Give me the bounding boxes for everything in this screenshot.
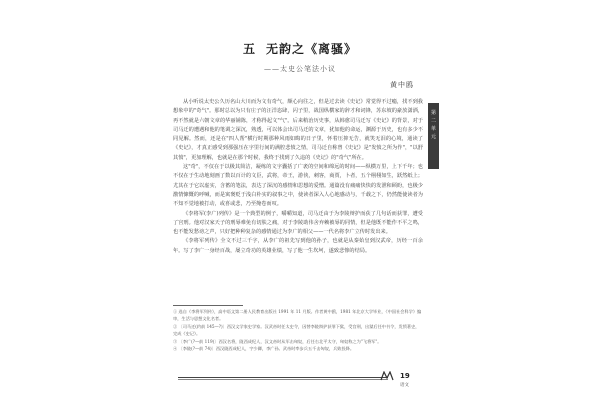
paragraph: 这"奇"，不仅在于以极其简洁，凝练的文字囊括了广袤的空间和绵远的时间——纵横万里，上下千年；也不仅在于生动地刻画了数以百计的文臣，武将，帝王，游侠，刺客，商贾，卜者，五个栩栩如生，跃然纸上；尤其在于它以虚实，含蓄的笔法，表达了深沉的感情和思想的爱憎。通篇没有痛痛快快的发泄和顾盼，也极少激情慷慨的呼喊，而是寓褒贬于浅白朴实的叙事之中，使读者深入人心地感动与，千载之下，仍然能使读者为不知不觉地被打动，或喜或悲，乃至掩卷而叹。 (173, 164, 423, 208)
paragraph: 《李将军(李广)列传》是一个典型的例子，嚼嚼知道，司马迁由于为李陵辩护而获了几句话而获罪，遭受了宫刑。他对汉家天子的刑辱难免有切肤之痛，对于李陵助伟舍弃赖被辱的同情，但是他既不能作不平之鸣，也不能发愁谤之声，只好把种种复杂的感情通过为李广的相父——一代名将李广立传时发出来。 (173, 210, 423, 236)
unit-side-tab (428, 103, 439, 169)
paragraph: 《李将军列传》全文不过三千字，从李广的祖先写到他的孙子，也就是从秦始皇到汉武帝，历经一百余年。写了李广一身经百战，屡立奇功的英雄业绩，写了他一生坎坷，遂致悲惨的结局。 (173, 238, 423, 254)
publisher-logo-icon (380, 371, 394, 381)
side-tab-char: 第 (430, 110, 436, 116)
footnote: ② 〔司马迁(约前 145—?)〕西汉文学家史学家。汉武帝时任太史令，因替李陵辩护获罪下狱，受宫刑，出狱后任中书令，发愤著史，完成《史记》。 (173, 323, 420, 337)
footnote: ③ 〔李广(?—前 119)〕西汉名将，陇西成纪人，汉文帝时从军击匈奴，后任右北平太守，匈奴称之为"飞将军"。 (173, 338, 382, 344)
footnote-divider (173, 305, 243, 306)
footer-rule-thin (178, 379, 388, 380)
footnote: ④ 〔李陵(?—前 74)〕西汉陇西成纪人，字少卿，李广孙。武帝时率步兵五千击匈奴，兵败投降。 (173, 346, 355, 352)
paragraph: 从小听说太史公久历名山大川而为文有奇气，颇心向往之，但是过去读《史记》常觉得不过瘾，找不到我想象中的"奇气"。那时总以为只有庄子的汪洋恣肆，闪子里，战国纵横家的辞才和词锋，苏东坡的豪放潇洒，再不然就是六朝文章的华丽铺陈，才称得起文"气"。后来稍治历史事，从韩愈司马迁写《史记》的背景，对于司马迁的遭遇和他的笔调之深沉，熟透，可以体会出司马迁的文章，犹如他的命运，渊源于历史，也有多少不同见解。然而，还是在"四人帮"横行时期那种风雨如晦的日子里，怀着压抑无告，就笑无泪的心境，通读了《史记》，才真正感受到那强压在字里行间的满腔悲愤之情，司马迁自称曾《史记》是"发愤之所为作"，"以舒其愤"，更加理解，也就是在那个时候，我终于找到了久违的《史记》的"奇气"所在。 (173, 99, 423, 161)
chapter-title (0, 40, 600, 57)
footer-section-label: 语文 (400, 383, 409, 388)
side-tab-char: 二 (430, 118, 436, 124)
chapter-title-text: 无韵之《离骚》 (266, 42, 358, 56)
page-number: 19 (400, 372, 410, 380)
chapter-number: 五 (242, 42, 256, 56)
side-tab-char: 元 (430, 134, 436, 140)
footer-rule (178, 377, 388, 378)
chapter-subtitle: ——太史公笔法小议 (264, 65, 336, 73)
author-name: 黄中鸥 (390, 81, 414, 89)
body-text (173, 98, 423, 256)
side-tab-char: 单 (430, 126, 436, 132)
footnotes (173, 308, 423, 352)
footnote: ① 选自《李将军列传》，高中语文第二册人民教育出版社 1991 年 11 月版。作者黄中鸥，1981 年北京大学毕业，《中国社会科学》编审，生活与思想文化名者。 (173, 309, 422, 322)
